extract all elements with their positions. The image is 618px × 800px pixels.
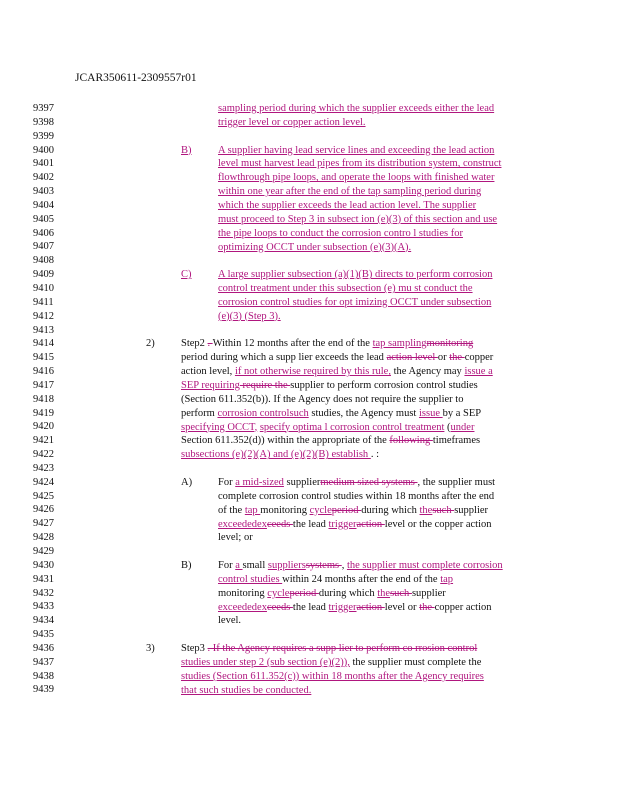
body-text: copper xyxy=(464,352,494,364)
deleted-text: ceeds xyxy=(266,601,293,613)
inserted-text: suppliers xyxy=(267,560,306,572)
text-line xyxy=(0,185,618,199)
line-number: 9408 xyxy=(33,255,54,267)
body-text: (Section 611.352(b)). If the Agency does not require the supplier to xyxy=(181,393,464,405)
line-number: 9423 xyxy=(33,462,54,474)
text-line xyxy=(0,490,618,504)
body-text: period during which a supp lier exceeds the lead xyxy=(181,352,387,364)
deleted-text: medium sized systems xyxy=(320,476,418,488)
body-text: Step2 xyxy=(181,338,208,350)
inserted-text: A supplier having lead service lines and exceeding the lead action xyxy=(218,144,495,156)
subsection-label-b-upper: B) xyxy=(181,144,192,156)
text-line xyxy=(0,504,618,518)
line-number: 9424 xyxy=(33,476,54,488)
line-number: 9422 xyxy=(33,449,54,461)
line-number: 9428 xyxy=(33,532,54,544)
body-text: monitoring xyxy=(260,504,310,516)
text-line xyxy=(0,379,618,393)
inserted-text: tap xyxy=(244,504,261,516)
text-line xyxy=(0,365,618,379)
inserted-text: control treatment under this subsection (e) mu st conduct the xyxy=(218,283,473,295)
line-number: 9402 xyxy=(33,172,54,184)
text-line xyxy=(0,116,618,130)
body-text: small xyxy=(242,560,268,572)
deleted-text: action level xyxy=(386,352,438,364)
body-text: supplier xyxy=(454,504,489,516)
inserted-text: the xyxy=(419,504,433,516)
text-line xyxy=(0,310,618,324)
text-line xyxy=(0,296,618,310)
body-text: ( xyxy=(444,421,451,433)
line-number: 9426 xyxy=(33,504,54,516)
inserted-text: cycle xyxy=(267,587,290,599)
inserted-text: optimizing OCCT under subsection (e)(3)(A). xyxy=(218,241,412,253)
text-line xyxy=(0,227,618,241)
body-text: studies, the Agency must xyxy=(308,407,419,419)
body-text: supplier to perform corrosion control studies xyxy=(290,380,478,391)
text-line xyxy=(0,601,618,615)
deleted-text: following xyxy=(389,435,433,447)
inserted-text: if not otherwise required by this rule, xyxy=(234,366,391,378)
body-text: within 24 months after the end of the xyxy=(282,573,441,585)
text-line xyxy=(0,241,618,255)
deleted-text: action xyxy=(356,518,385,530)
inserted-text: a xyxy=(235,560,243,572)
line-number: 9403 xyxy=(33,186,54,198)
text-line xyxy=(0,351,618,365)
line-number: 9433 xyxy=(33,601,54,613)
inserted-text: corrosion controlsuch xyxy=(217,407,309,419)
text-line xyxy=(0,559,618,573)
text-line xyxy=(0,531,618,545)
inserted-text: specify optima l corrosion control treatment xyxy=(259,421,445,433)
line-number: 9399 xyxy=(33,130,54,142)
line-number: 9404 xyxy=(33,199,54,211)
deleted-text: monitoring xyxy=(426,338,474,350)
body-text: or xyxy=(437,352,450,364)
line-number: 9415 xyxy=(33,352,54,364)
inserted-text: within one year after the end of the tap sampling period during xyxy=(218,186,482,198)
inserted-text: exceededex xyxy=(218,518,267,530)
line-number: 9398 xyxy=(33,116,54,128)
inserted-text: must proceed to Step 3 in subsect ion (e)(3) of this section and use xyxy=(218,213,498,225)
deleted-text: the xyxy=(419,601,435,613)
body-text: . : xyxy=(370,449,379,461)
body-text: , xyxy=(341,560,347,572)
inserted-text: the xyxy=(377,587,391,599)
item-label-3: 3) xyxy=(146,643,155,655)
text-line xyxy=(0,282,618,296)
inserted-text: studies under step 2 (sub section (e)(2)), xyxy=(181,657,350,668)
text-line xyxy=(0,448,618,462)
inserted-text: corrosion control studies for opt imizing OCCT under subsection xyxy=(218,296,492,308)
item-label-2: 2) xyxy=(146,338,155,350)
line-number: 9413 xyxy=(33,324,54,336)
deleted-text: action xyxy=(356,601,385,613)
inserted-text: A large supplier subsection (a)(1)(B) directs to perform corrosion xyxy=(218,269,493,281)
line-number: 9421 xyxy=(33,435,54,447)
body-text: level. xyxy=(218,615,242,627)
line-number: 9405 xyxy=(33,213,54,225)
text-line xyxy=(0,642,618,656)
body-text: complete corrosion control studies within 18 months after the end xyxy=(218,490,495,502)
body-text: Step3 xyxy=(181,643,208,655)
subsection-label-a-lower: A) xyxy=(181,476,193,488)
deleted-text: such xyxy=(432,504,455,516)
line-number: 9410 xyxy=(33,282,54,294)
inserted-text: level must harvest lead pipes from its distribution system, construct xyxy=(218,158,502,170)
line-number: 9400 xyxy=(33,144,54,156)
line-number: 9414 xyxy=(33,338,54,350)
line-number: 9411 xyxy=(33,296,54,308)
deleted-text: period xyxy=(289,587,319,599)
line-number: 9429 xyxy=(33,546,54,557)
inserted-text: control studies xyxy=(218,573,283,585)
line-number: 9439 xyxy=(33,684,54,696)
text-line xyxy=(0,171,618,185)
body-text: during which xyxy=(361,504,420,516)
inserted-text: subsections (e)(2)(A) and (e)(2)(B) establish xyxy=(181,449,371,461)
body-text: Section 611.352(d)) within the appropriate of the xyxy=(181,435,390,447)
text-line xyxy=(0,144,618,158)
document-header-id: JCAR350611-2309557r01 xyxy=(75,72,197,84)
line-number: 9436 xyxy=(33,642,54,654)
text-line xyxy=(0,157,618,171)
deleted-text: ceeds xyxy=(266,518,293,530)
body-text: during which xyxy=(318,587,378,599)
text-line xyxy=(0,268,618,282)
text-line xyxy=(0,684,618,698)
line-number: 9397 xyxy=(33,103,54,114)
text-line xyxy=(0,407,618,421)
body-text: level or the copper action xyxy=(384,518,492,530)
line-number: 9431 xyxy=(33,573,54,585)
body-text: copper action xyxy=(434,601,492,613)
deleted-text: such xyxy=(390,587,412,599)
body-text: timeframes xyxy=(432,435,481,447)
body-text: perform xyxy=(181,407,218,419)
text-line xyxy=(0,656,618,670)
line-number: 9438 xyxy=(33,670,54,682)
inserted-text: issue xyxy=(418,407,443,419)
text-line xyxy=(0,518,618,532)
body-text: the supplier must complete the xyxy=(349,657,482,668)
line-number: 9406 xyxy=(33,227,54,239)
subsection-label-b-lower: B) xyxy=(181,560,192,572)
line-number: 9418 xyxy=(33,393,54,405)
inserted-text: SEP requiring xyxy=(181,380,240,391)
inserted-text: that such studies be conducted. xyxy=(181,684,312,696)
line-number: 9435 xyxy=(33,629,54,641)
inserted-text: issue a xyxy=(464,366,493,378)
inserted-text: specifying OCCT, xyxy=(181,421,258,433)
subsection-label-c-upper: C) xyxy=(181,269,192,281)
text-line xyxy=(0,102,618,116)
body-text: the lead xyxy=(292,601,329,613)
body-text: the lead xyxy=(292,518,329,530)
line-number: 9420 xyxy=(33,421,54,433)
inserted-text: exceededex xyxy=(218,601,267,613)
body-text: of the xyxy=(218,504,245,516)
text-line xyxy=(0,337,618,351)
inserted-text: under xyxy=(450,421,475,433)
text-line xyxy=(0,614,618,628)
inserted-text: flowthrough pipe loops, and operate the loops with finished water xyxy=(218,172,495,184)
text-line xyxy=(0,670,618,684)
line-number: 9412 xyxy=(33,310,54,322)
line-number: 9427 xyxy=(33,518,54,530)
body-text: monitoring xyxy=(218,587,268,599)
line-number: 9417 xyxy=(33,379,54,391)
inserted-text: studies (Section 611.352(c)) within 18 months after the Agency requires xyxy=(181,670,484,682)
line-number: 9425 xyxy=(33,490,54,502)
inserted-text: cycle xyxy=(309,504,332,516)
deleted-text: . If the Agency requires a supp lier to perform co rrosion control xyxy=(207,643,478,655)
inserted-text: trigger xyxy=(328,518,357,530)
body-text: Within 12 months after the end of the xyxy=(212,338,373,350)
body-text: action level, xyxy=(181,366,235,378)
line-number: 9430 xyxy=(33,559,54,571)
inserted-text: tap sampling xyxy=(372,338,427,350)
body-text: For xyxy=(218,476,236,488)
line-number: 9434 xyxy=(33,615,54,627)
line-number: 9432 xyxy=(33,587,54,599)
deleted-text: the xyxy=(449,352,465,364)
inserted-text: (e)(3) (Step 3). xyxy=(218,310,281,322)
deleted-text: . xyxy=(207,338,213,350)
body-text: supplier xyxy=(411,587,446,599)
line-number: 9409 xyxy=(33,269,54,281)
body-text: For xyxy=(218,560,236,572)
text-line xyxy=(0,587,618,601)
line-number: 9401 xyxy=(33,158,54,170)
text-line xyxy=(0,434,618,448)
inserted-text: the supplier must complete corrosion xyxy=(346,560,503,572)
body-text: by a SEP xyxy=(442,407,482,419)
inserted-text: trigger xyxy=(328,601,357,613)
text-line xyxy=(0,393,618,407)
deleted-text: require the xyxy=(239,380,291,391)
line-number: 9419 xyxy=(33,407,54,419)
text-line xyxy=(0,573,618,587)
body-text: level; or xyxy=(218,532,253,544)
deleted-text: period xyxy=(331,504,362,516)
body-text: , the supplier must xyxy=(417,476,496,488)
inserted-text: sampling period during which the supplier exceeds either the lead xyxy=(218,103,495,114)
inserted-text: the pipe loops to conduct the corrosion contro l studies for xyxy=(218,227,463,239)
text-line xyxy=(0,476,618,490)
line-number: 9416 xyxy=(33,366,54,378)
body-text: the Agency may xyxy=(390,366,465,378)
inserted-text: tap xyxy=(440,573,454,585)
body-text: level or xyxy=(384,601,420,613)
inserted-text: trigger level or copper action level. xyxy=(218,116,366,128)
line-number: 9437 xyxy=(33,656,54,668)
text-line xyxy=(0,421,618,435)
inserted-text: a mid-sized xyxy=(235,476,284,488)
text-line xyxy=(0,213,618,227)
body-text: supplier xyxy=(283,476,321,488)
line-number: 9407 xyxy=(33,241,54,253)
text-line xyxy=(0,199,618,213)
deleted-text: systems xyxy=(305,560,342,572)
inserted-text: which the supplier exceeds the lead action level. The supplier xyxy=(218,199,477,211)
